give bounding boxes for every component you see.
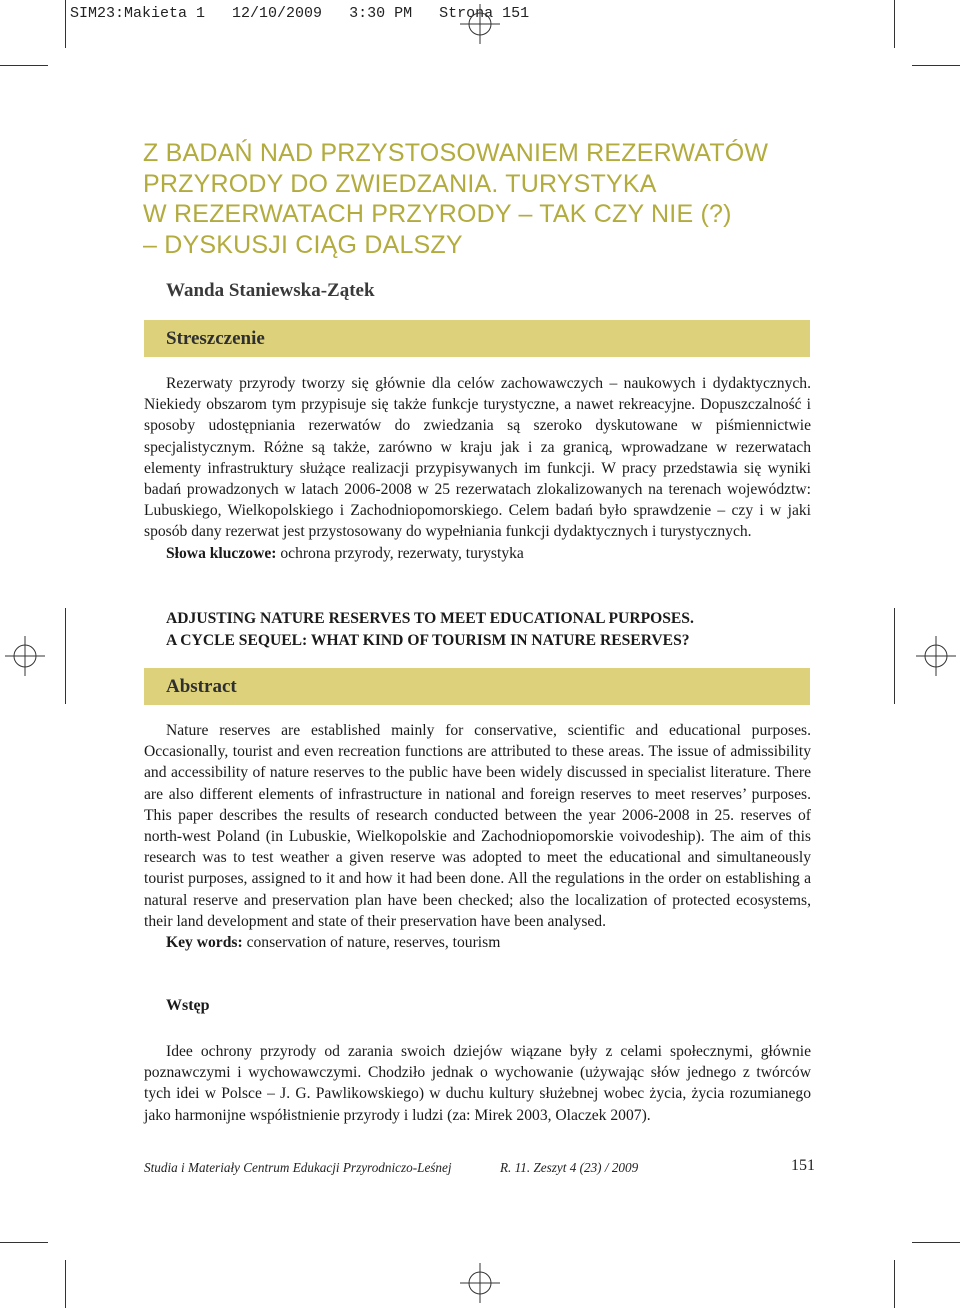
abstract-heading: Abstract [166, 676, 237, 697]
intro-heading: Wstęp [166, 997, 210, 1014]
crop-mark-mid-right-v [894, 608, 895, 704]
crop-mark-bottom-right-v [894, 1260, 895, 1308]
streszczenie-heading-band [144, 320, 810, 357]
page-number: 151 [791, 1157, 815, 1174]
keywords-label-en: Key words: [166, 934, 243, 952]
abstract-text: Nature reserves are established mainly for conservative, scientific and educational purposes. Occasionally, tourist and even recreation functions are attributed to these areas. The issue of admissibility and accessibility of nature reserves to the public have been widely discussed in specialist literature. There are also different elements of infrastructure in national and foreign reserves to meet reserves’ purposes. This paper describes the results of research conducted between the year 2006-2008 in 25. reserves of north-west Poland (in Lubuskie, Wielkopolskie and Zachodniopomorskie voivodeship). The aim of this research was to test weather a given reserve was adopted to meet the educational and simultaneously tourist purposes, assigned to it and how it had been done. All the regulations in the order on establishing a natural reserve and preservation plan have been checked; also the localization of protected ecosystems, their land development and state of their preservation have been analysed. [144, 722, 811, 930]
title-line-2: PRZYRODY DO ZWIEDZANIA. TURYSTYKA [143, 169, 657, 198]
intro-text: Idee ochrony przyrody od zarania swoich dziejów wiązane były z celami społecznymi, głównie poznawczymi i wychowawczymi. Chodziło jednak o wychowanie (używając słów jednego z twórców tych idei w Polsce – J. G. Pawlikowskiego) w duchu kultury służebnej wobec życia, życia rozumianego jako harmonijne współistnienie przyrody i ludzi (za: Mirek 2003, Olaczek 2007). [144, 1043, 811, 1124]
keywords-label-pl: Słowa kluczowe: [166, 544, 277, 562]
keywords-pl: ochrona przyrody, rezerwaty, turystyka [276, 544, 524, 562]
english-title [166, 608, 694, 651]
english-title-line-1: ADJUSTING NATURE RESERVES TO MEET EDUCATIONAL PURPOSES. [166, 610, 694, 627]
title-line-1: Z BADAŃ NAD PRZYSTOSOWANIEM REZERWATÓW [143, 139, 769, 167]
registration-mark-bottom-icon [460, 1263, 500, 1303]
crop-mark-bottom-left-v [65, 1260, 66, 1308]
article-title [143, 138, 823, 260]
registration-mark-top-icon [460, 4, 500, 44]
streszczenie-body [144, 373, 811, 564]
crop-mark-top-right-h [912, 65, 960, 66]
crop-mark-bottom-left-h [0, 1242, 48, 1243]
crop-mark-top-left-h [0, 65, 48, 66]
author-name: Wanda Staniewska-Zątek [166, 280, 375, 301]
crop-mark-top-left-v [65, 0, 66, 48]
slug-page: Strona 151 [439, 5, 530, 22]
title-line-3: W REZERWATACH PRZYRODY – TAK CZY NIE (?) [143, 200, 732, 228]
streszczenie-keywords [144, 543, 811, 564]
crop-mark-bottom-right-h [912, 1242, 960, 1243]
abstract-keywords [144, 932, 811, 953]
abstract-heading-band [144, 668, 810, 705]
crop-mark-top-right-v [894, 0, 895, 48]
footer-volume: R. 11. Zeszyt 4 (23) / 2009 [500, 1160, 639, 1175]
intro-body [144, 1041, 811, 1126]
slug-file: SIM23:Makieta 1 [70, 5, 206, 22]
footer-journal: Studia i Materiały Centrum Edukacji Przyrodniczo-Leśnej [144, 1160, 452, 1175]
title-line-4: – DYSKUSJI CIĄG DALSZY [143, 230, 463, 259]
streszczenie-heading: Streszczenie [166, 328, 265, 349]
slug-time: 3:30 PM [349, 5, 413, 22]
slug-date: 12/10/2009 [232, 5, 323, 22]
registration-mark-left-icon [5, 636, 45, 676]
streszczenie-text: Rezerwaty przyrody tworzy się głównie dla celów zachowawczych – naukowych i dydaktycznych. Niekiedy obszarom tym przypisuje się także funkcje turystyczne, a nawet rekreacyjne. Dopuszczalność i sposoby udostępniania rezerwatów do zwiedzania są szeroko dyskutowane w piśmiennictwie specjalistycznym. Różne są także, zarówno w kraju jak i za granicą, wprowadzane w rezerwatach elementy infrastruktury służące realizacji przypisywanych im funkcji. W pracy przedstawia się wyniki badań prowadzonych w latach 2006-2008 w 25 rezerwatach zlokalizowanych na terenach województw: Lubuskiego, Wielkopolskiego i Zachodniopomorskiego. Celem badań było sprawdzenie – czy i w jaki sposób dany rezerwat jest przystosowany do wypełniania funkcji dydaktycznych i turystycznych. [144, 375, 811, 541]
english-title-line-2: A CYCLE SEQUEL: WHAT KIND OF TOURISM IN NATURE RESERVES? [166, 631, 690, 649]
registration-mark-right-icon [916, 636, 956, 676]
abstract-body [144, 720, 811, 953]
keywords-en: conservation of nature, reserves, tourism [242, 934, 501, 952]
crop-mark-mid-left-v [65, 608, 66, 704]
